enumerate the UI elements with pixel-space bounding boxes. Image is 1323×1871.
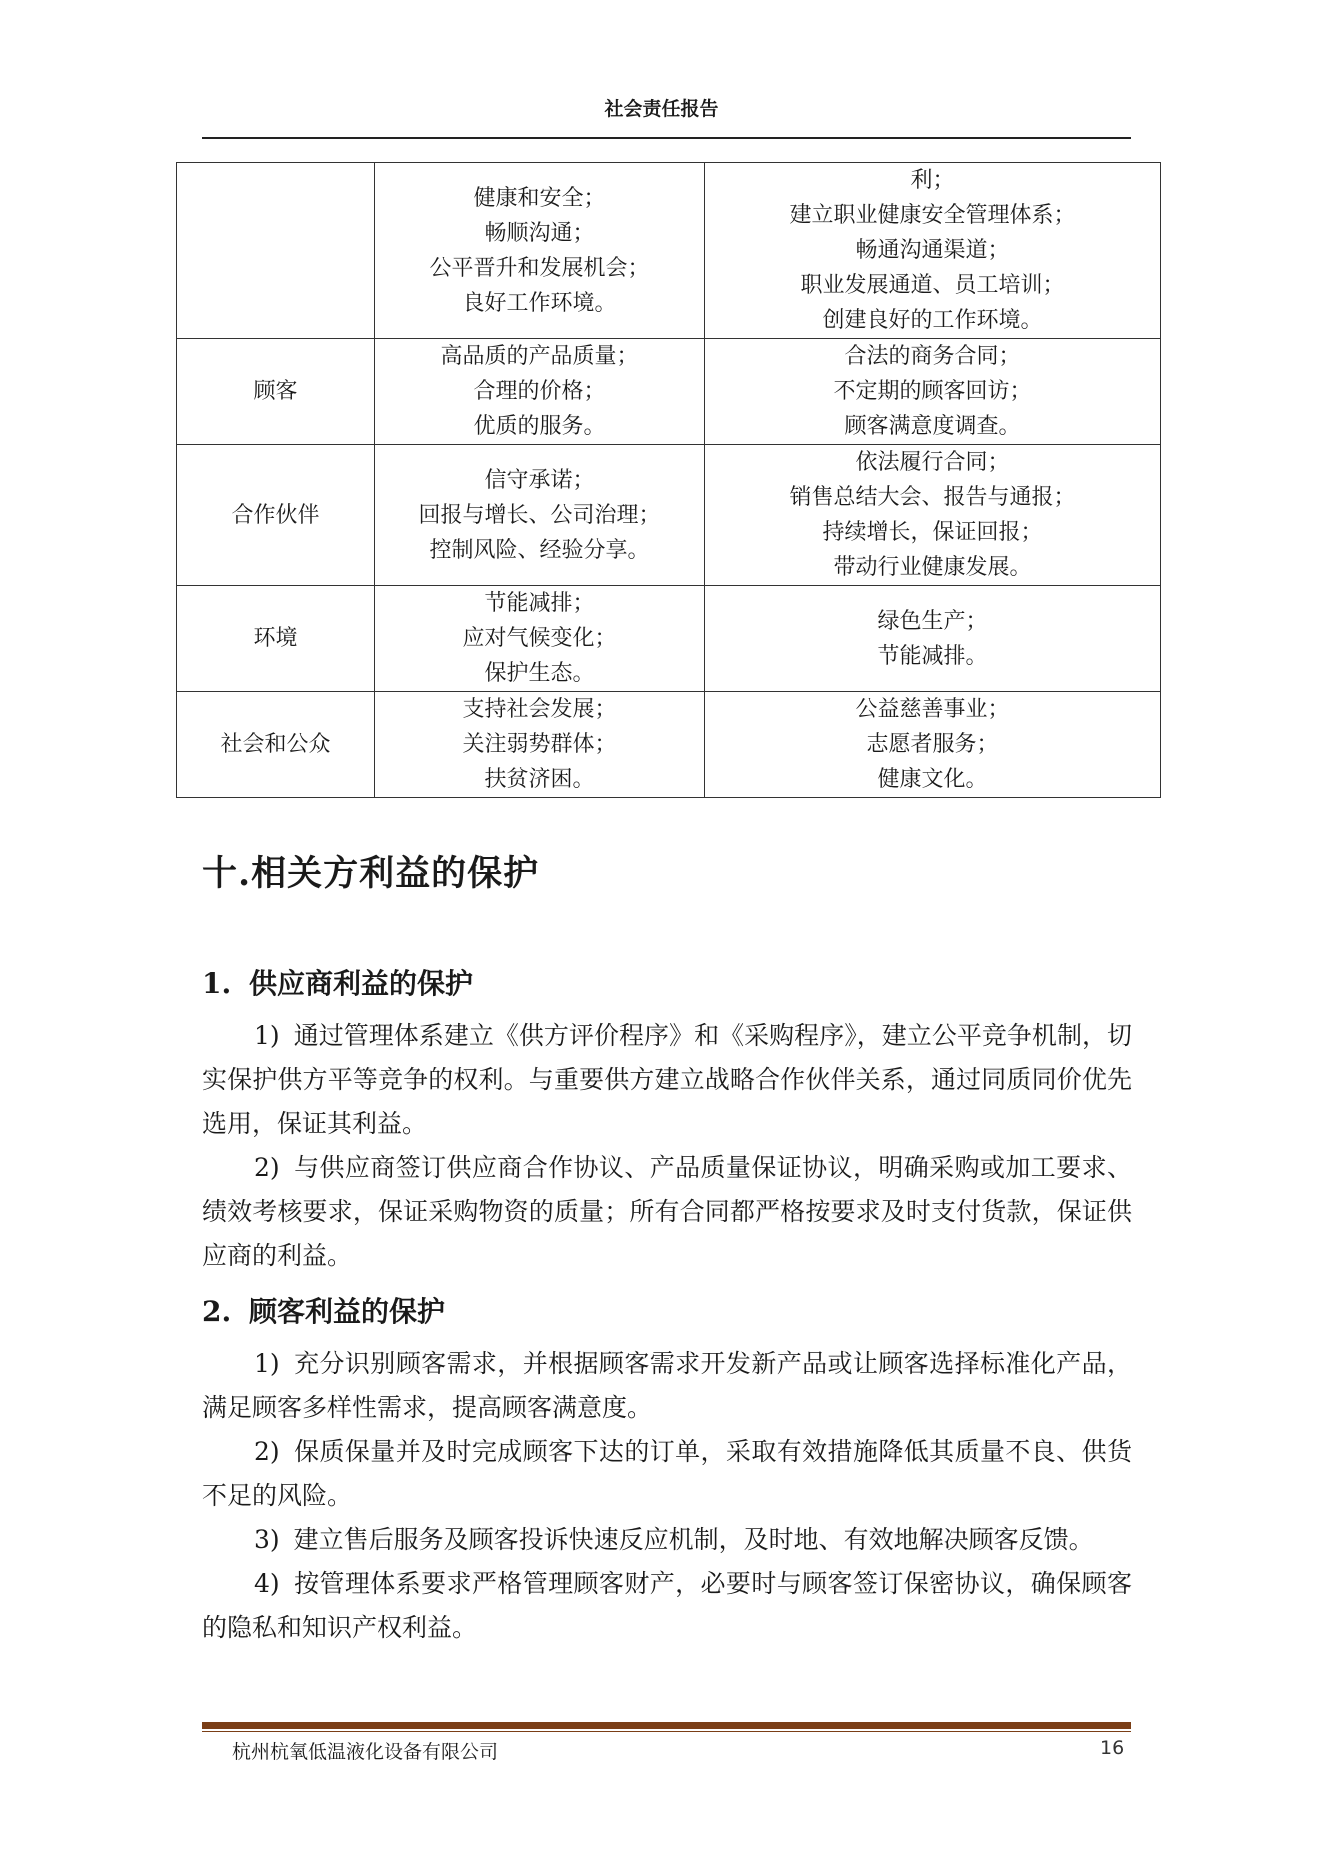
expectation-line: 公平晋升和发展机会； [429, 255, 650, 281]
stakeholder-cell: 顾客 [177, 339, 375, 445]
response-line: 销售总结大会、报告与通报； [789, 485, 1076, 510]
paragraph-text: 按管理体系要求严格管理顾客财产，必要时与顾客签订保密协议，确保顾客的隐私和知识产权利益。 [202, 1569, 1132, 1642]
response-line: 公益慈善事业； [855, 697, 1010, 722]
stakeholder-table [176, 162, 1161, 798]
paragraph-label: 1) [254, 1349, 280, 1378]
responses-cell [705, 163, 1161, 339]
response-line: 利； [910, 168, 955, 193]
stakeholder-cell [177, 163, 375, 339]
subsection-number: 2. [202, 1295, 232, 1328]
responses-cell [705, 692, 1161, 798]
subsection-title [202, 962, 473, 1002]
stakeholder-cell: 环境 [177, 586, 375, 692]
response-line: 健康文化。 [877, 767, 988, 792]
expectation-line: 优质的服务。 [473, 414, 606, 439]
paragraph-text: 通过管理体系建立《供方评价程序》和《采购程序》，建立公平竞争机制，切实保护供方平等竞争的权利。与重要供方建立战略合作伙伴关系，通过同质同价优先选用，保证其利益。 [202, 1021, 1132, 1138]
expectation-line: 节能减排； [484, 591, 595, 616]
paragraph-label: 1) [254, 1021, 280, 1050]
expectation-line: 回报与增长、公司治理； [418, 502, 661, 528]
paragraph [202, 1014, 1132, 1146]
expectations-cell [375, 339, 705, 445]
table-row [177, 586, 1161, 692]
subsection-number: 1. [202, 967, 232, 1000]
response-line: 顾客满意度调查。 [844, 414, 1021, 439]
response-line: 绿色生产； [877, 608, 988, 634]
paragraph-text: 保质保量并及时完成顾客下达的订单，采取有效措施降低其质量不良、供货不足的风险。 [202, 1437, 1132, 1510]
table-row [177, 445, 1161, 586]
table-row [177, 339, 1161, 445]
expectation-line: 应对气候变化； [462, 626, 617, 651]
expectation-line: 健康和安全； [473, 185, 606, 211]
stakeholder-cell: 社会和公众 [177, 692, 375, 798]
table-row [177, 163, 1161, 339]
expectations-cell [375, 445, 705, 586]
responses-cell [705, 586, 1161, 692]
response-line: 合法的商务合同； [844, 344, 1021, 369]
responses-cell [705, 339, 1161, 445]
header-divider [202, 137, 1131, 139]
paragraph [202, 1430, 1132, 1518]
expectation-line: 扶贫济困。 [484, 767, 595, 792]
paragraph-label: 4) [254, 1569, 280, 1598]
paragraph-text: 建立售后服务及顾客投诉快速反应机制，及时地、有效地解决顾客反馈。 [293, 1525, 1094, 1554]
expectations-cell [375, 692, 705, 798]
footer-company-name: 杭州杭氧低温液化设备有限公司 [232, 1741, 499, 1763]
expectation-line: 合理的价格； [473, 379, 606, 404]
page-header-title: 社会责任报告 [604, 98, 719, 120]
paragraph [202, 1146, 1132, 1278]
footer-divider-thin [202, 1731, 1131, 1732]
stakeholder-cell: 合作伙伴 [177, 445, 375, 586]
expectation-line: 畅顺沟通； [484, 220, 595, 246]
response-line: 带动行业健康发展。 [833, 555, 1032, 580]
expectation-line: 保护生态。 [484, 661, 595, 686]
paragraph [202, 1518, 1132, 1562]
paragraph-text: 充分识别顾客需求，并根据顾客需求开发新产品或让顾客选择标准化产品，满足顾客多样性需求，提高顾客满意度。 [202, 1349, 1132, 1422]
response-line: 畅通沟通渠道； [855, 238, 1010, 263]
paragraph-text: 与供应商签订供应商合作协议、产品质量保证协议，明确采购或加工要求、绩效考核要求，保证采购物资的质量；所有合同都严格按要求及时支付货款，保证供应商的利益。 [202, 1153, 1132, 1270]
section-title: 十.相关方利益的保护 [202, 853, 540, 894]
expectations-cell [375, 586, 705, 692]
response-line: 创建良好的工作环境。 [822, 308, 1043, 333]
response-line: 建立职业健康安全管理体系； [789, 203, 1076, 228]
response-line: 节能减排。 [877, 643, 988, 669]
response-line: 不定期的顾客回访； [833, 379, 1032, 404]
expectation-line: 关注弱势群体； [462, 732, 617, 757]
paragraph [202, 1562, 1132, 1650]
expectation-line: 高品质的产品质量； [440, 344, 639, 369]
paragraph-label: 3) [254, 1525, 280, 1554]
paragraph-label: 2) [254, 1153, 280, 1182]
response-line: 持续增长，保证回报； [822, 520, 1043, 545]
paragraph [202, 1342, 1132, 1430]
footer-divider [202, 1722, 1131, 1729]
expectation-line: 控制风险、经验分享。 [429, 537, 650, 563]
subsection-heading: 顾客利益的保护 [249, 1295, 446, 1328]
subsection-heading: 供应商利益的保护 [249, 967, 474, 1000]
page-number: 16 [1100, 1737, 1125, 1759]
response-line: 职业发展通道、员工培训； [800, 273, 1065, 298]
expectation-line: 支持社会发展； [462, 697, 617, 722]
expectations-cell [375, 163, 705, 339]
response-line: 志愿者服务； [866, 732, 999, 757]
subsection-title [202, 1290, 445, 1330]
paragraph-label: 2) [254, 1437, 280, 1466]
response-line: 依法履行合同； [855, 450, 1010, 475]
table-row [177, 692, 1161, 798]
expectation-line: 良好工作环境。 [462, 290, 617, 316]
expectation-line: 信守承诺； [484, 467, 595, 493]
responses-cell [705, 445, 1161, 586]
